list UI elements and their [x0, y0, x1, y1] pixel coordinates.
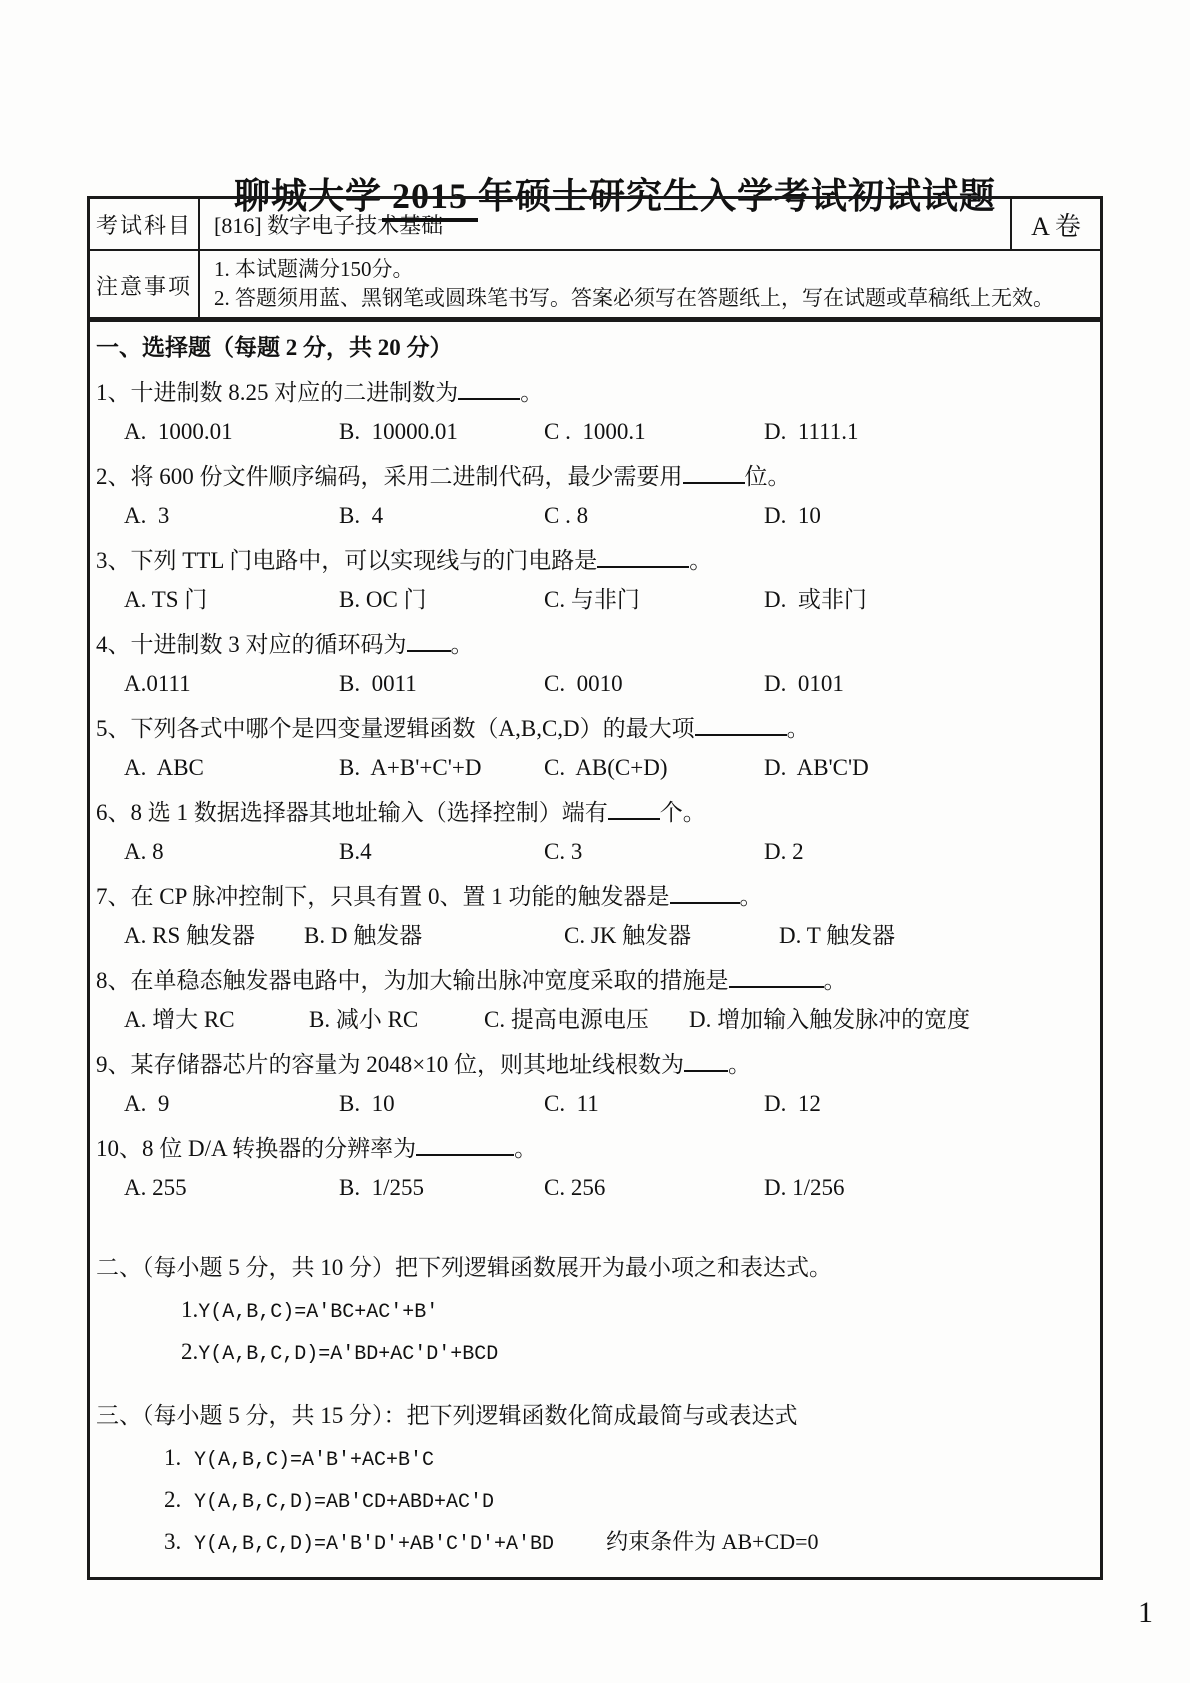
option-d: D. AB'C'D	[764, 755, 869, 780]
question-2-options	[96, 502, 1092, 530]
note-line-1: 1. 本试题满分150分。	[214, 257, 414, 281]
option-a: A. TS 门	[124, 587, 208, 612]
question-8-options	[96, 1006, 1092, 1034]
question-8-stem	[96, 964, 1092, 992]
answer-blank	[416, 1132, 514, 1156]
question-6-text: 6、8 选 1 数据选择器其地址输入（选择控制）端有	[96, 800, 608, 825]
option-c: C. 0010	[544, 671, 623, 696]
question-6-tail: 个。	[659, 800, 706, 825]
option-c: C. 3	[544, 839, 583, 864]
question-1-stem	[96, 376, 1092, 404]
option-b: B. 10	[339, 1091, 395, 1116]
option-c: C. 与非门	[544, 587, 640, 612]
option-c: C. 256	[544, 1175, 606, 1200]
exam-title-year: 2015	[382, 176, 478, 222]
exam-title-prefix: 聊城大学	[233, 176, 382, 216]
formula-text: Y(A,B,C)=A'B'+AC+B'C	[194, 1449, 435, 1472]
section-two-item-2	[96, 1338, 1092, 1366]
section-three-heading: 三、（每小题 5 分，共 15 分）：把下列逻辑函数化简成最简与或表达式	[96, 1403, 798, 1428]
question-5-text: 5、下列各式中哪个是四变量逻辑函数（A,B,C,D）的最大项	[96, 716, 695, 741]
option-d: D. 或非门	[764, 587, 867, 612]
section-three-item-3	[96, 1528, 1092, 1556]
question-1-options	[96, 418, 1092, 446]
option-a: A.0111	[124, 671, 191, 696]
option-d: D. 12	[764, 1091, 821, 1116]
option-c: C. 11	[544, 1091, 599, 1116]
question-10-text: 10、8 位 D/A 转换器的分辨率为	[96, 1136, 417, 1161]
option-c: C . 1000.1	[544, 419, 646, 444]
question-3-stem	[96, 544, 1092, 572]
question-2-tail: 位。	[744, 464, 791, 489]
exam-title-suffix: 年硕士研究生入学考试初试试题	[478, 176, 997, 216]
answer-blank	[729, 964, 824, 988]
option-b: B. OC 门	[339, 587, 427, 612]
option-b: B. 10000.01	[339, 419, 458, 444]
question-10-tail: 。	[514, 1136, 538, 1161]
answer-blank	[670, 880, 740, 904]
question-8-text: 8、在单稳态触发器电路中，为加大输出脉冲宽度采取的措施是	[96, 968, 729, 993]
questions-box	[87, 317, 1103, 1580]
option-a: A. 增大 RC	[124, 1007, 235, 1032]
option-d: D. T 触发器	[779, 923, 896, 948]
option-c: C. JK 触发器	[564, 923, 692, 948]
formula-text: Y(A,B,C,D)=A'BD+AC'D'+BCD	[198, 1343, 499, 1366]
question-10-stem	[96, 1132, 1092, 1160]
option-a: A. 3	[124, 503, 170, 528]
paper-variant-cell: A 卷	[1031, 211, 1081, 241]
section-one-heading: 一、选择题（每题 2 分，共 20 分）	[96, 335, 453, 360]
question-5-options	[96, 754, 1092, 782]
question-10-options	[96, 1174, 1092, 1202]
option-c: C . 8	[544, 503, 589, 528]
header-row-subject	[90, 199, 1100, 251]
section-three-item-1	[96, 1444, 1092, 1472]
option-a: A. 8	[124, 839, 164, 864]
question-3-tail: 。	[689, 548, 713, 573]
question-7-text: 7、在 CP 脉冲控制下，只具有置 0、置 1 功能的触发器是	[96, 884, 670, 909]
answer-blank	[458, 376, 520, 400]
option-d: D. 增加输入触发脉冲的宽度	[689, 1007, 971, 1032]
answer-blank	[683, 460, 745, 484]
question-4-tail: 。	[450, 632, 474, 657]
question-3-text: 3、下列 TTL 门电路中，可以实现线与的门电路是	[96, 548, 598, 573]
option-b: B. 1/255	[339, 1175, 424, 1200]
note-line-2: 2. 答题须用蓝、黑钢笔或圆珠笔书写。答案必须写在答题纸上，写在试题或草稿纸上无效。	[214, 286, 1054, 310]
option-a: A. 255	[124, 1175, 187, 1200]
option-a: A. ABC	[124, 755, 204, 780]
question-9-stem	[96, 1048, 1092, 1076]
notes-cell	[200, 251, 1100, 319]
answer-blank	[608, 796, 660, 820]
answer-blank	[695, 712, 787, 736]
subject-label-cell: 考试科目	[90, 199, 200, 249]
item-number: 1.	[181, 1297, 199, 1322]
question-4-stem	[96, 628, 1092, 656]
answer-blank	[407, 628, 451, 652]
question-2-text: 2、将 600 份文件顺序编码，采用二进制代码，最少需要用	[96, 464, 683, 489]
section-three-item-2	[96, 1486, 1092, 1514]
item-number: 2.	[164, 1487, 182, 1512]
option-a: A. 1000.01	[124, 419, 233, 444]
header-table	[87, 196, 1103, 322]
question-3-options	[96, 586, 1092, 614]
section-two-heading: 二、（每小题 5 分，共 10 分）把下列逻辑函数展开为最小项之和表达式。	[96, 1255, 832, 1280]
option-d: D. 2	[764, 839, 804, 864]
option-d: D. 1111.1	[764, 419, 859, 444]
question-1-text: 1、十进制数 8.25 对应的二进制数为	[96, 380, 459, 405]
question-1-tail: 。	[520, 380, 544, 405]
formula-text: Y(A,B,C,D)=A'B'D'+AB'C'D'+A'BD	[194, 1533, 555, 1556]
question-4-options	[96, 670, 1092, 698]
option-c: C. AB(C+D)	[544, 755, 668, 780]
section-two-item-1	[96, 1296, 1092, 1324]
formula-text: Y(A,B,C)=A'BC+AC'+B'	[198, 1301, 439, 1324]
option-d: D. 0101	[764, 671, 844, 696]
question-7-options	[96, 922, 1092, 950]
page-number: 1	[1138, 1596, 1153, 1629]
question-9-options	[96, 1090, 1092, 1118]
option-d: D. 1/256	[764, 1175, 845, 1200]
question-7-stem	[96, 880, 1092, 908]
header-row-notes	[90, 251, 1100, 319]
option-a: A. 9	[124, 1091, 170, 1116]
item-number: 1.	[164, 1445, 182, 1470]
question-5-stem	[96, 712, 1092, 740]
option-b: B. A+B'+C'+D	[339, 755, 482, 780]
option-b: B. D 触发器	[304, 923, 423, 948]
answer-blank	[684, 1048, 728, 1072]
option-b: B. 减小 RC	[309, 1007, 419, 1032]
constraint-text: 约束条件为 AB+CD=0	[606, 1529, 819, 1554]
option-a: A. RS 触发器	[124, 923, 255, 948]
answer-blank	[597, 544, 689, 568]
question-6-stem	[96, 796, 1092, 824]
question-5-tail: 。	[786, 716, 810, 741]
question-9-text: 9、某存储器芯片的容量为 2048×10 位，则其地址线根数为	[96, 1052, 684, 1077]
question-7-tail: 。	[739, 884, 763, 909]
notes-label-cell: 注意事项	[90, 251, 200, 319]
option-b: B. 0011	[339, 671, 417, 696]
option-b: B. 4	[339, 503, 384, 528]
formula-text: Y(A,B,C,D)=AB'CD+ABD+AC'D	[194, 1491, 495, 1514]
option-d: D. 10	[764, 503, 821, 528]
option-c: C. 提高电源电压	[484, 1007, 649, 1032]
option-b: B.4	[339, 839, 372, 864]
question-4-text: 4、十进制数 3 对应的循环码为	[96, 632, 407, 657]
question-8-tail: 。	[823, 968, 847, 993]
subject-value-cell: [816] 数字电子技术基础	[200, 199, 1012, 249]
question-6-options	[96, 838, 1092, 866]
question-2-stem	[96, 460, 1092, 488]
question-9-tail: 。	[727, 1052, 751, 1077]
item-number: 3.	[164, 1529, 182, 1554]
item-number: 2.	[181, 1339, 199, 1364]
